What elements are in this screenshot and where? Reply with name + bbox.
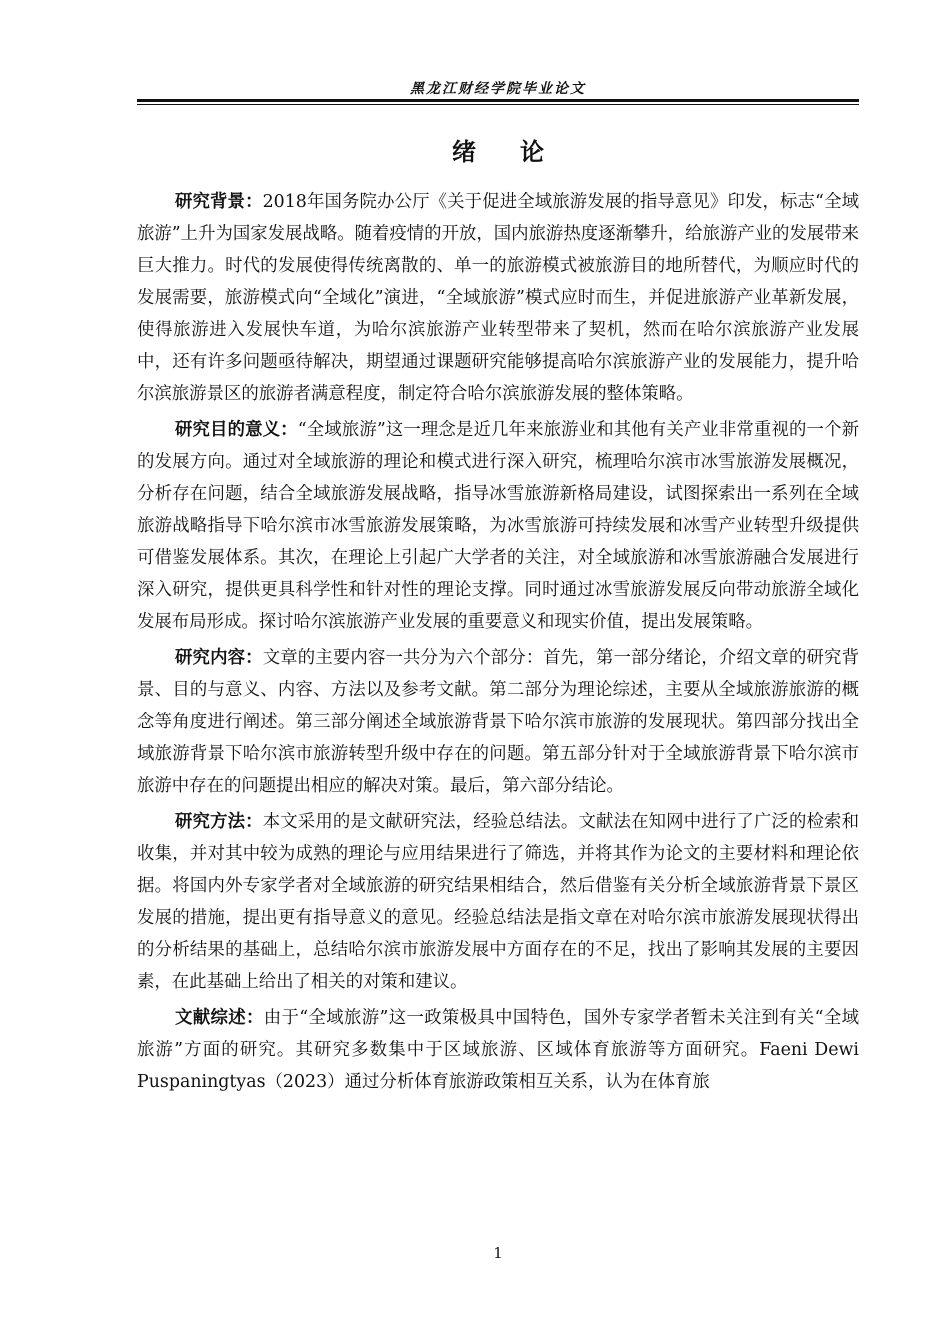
header-rule-thick [137,99,859,102]
paragraph-text: 2018年国务院办公厅《关于促进全域旅游发展的指导意见》印发，标志“全域旅游”上升为国家发展战略。随着疫情的开放，国内旅游热度逐渐攀升，给旅游产业的发展带来巨大推力。时代的发展使得传统离散的、单一的旅游模式被旅游目的地所替代，为顺应时代的发展需要，旅游模式向“全域化”演进，“全域旅游”模式应时而生，并促进旅游产业革新发展，使得旅游进入发展快车道，为哈尔滨旅游产业转型带来了契机，然而在哈尔滨旅游产业发展中，还有许多问题亟待解决，期望通过课题研究能够提高哈尔滨旅游产业的发展能力，提升哈尔滨旅游景区的旅游者满意程度，制定符合哈尔滨旅游发展的整体策略。 [137,192,859,404]
paragraph-literature [137,1002,859,1098]
running-header: 黑龙江财经学院毕业论文 [410,81,586,97]
body-text [137,186,859,1102]
paragraph-lead: 研究内容： [175,648,263,668]
paragraph-text: 由于“全域旅游”这一政策极具中国特色，国外专家学者暂未关注到有关“全域旅游”方面的研究。其研究多数集中于区域旅游、区域体育旅游等方面研究。Faeni Dewi Puspaningtyas（2023）通过分析体育旅游政策相互关系，认为在体育旅 [137,1008,859,1092]
paragraph-text: 文章的主要内容一共分为六个部分：首先，第一部分绪论，介绍文章的研究背景、目的与意义、内容、方法以及参考文献。第二部分为理论综述，主要从全域旅游旅游的概念等角度进行阐述。第三部分阐述全域旅游背景下哈尔滨市旅游的发展现状。第四部分找出全域旅游背景下哈尔滨市旅游转型升级中存在的问题。第五部分针对于全域旅游背景下哈尔滨市旅游中存在的问题提出相应的解决对策。最后，第六部分结论。 [137,648,859,796]
chapter-title: 绪论 [452,138,588,166]
page-number: 1 [493,1244,503,1262]
paragraph-lead: 研究背景： [175,192,263,212]
paragraph-purpose [137,414,859,638]
paragraph-background [137,186,859,410]
paragraph-method [137,806,859,998]
paragraph-text: “全域旅游”这一理念是近几年来旅游业和其他有关产业非常重视的一个新的发展方向。通过对全域旅游的理论和模式进行深入研究，梳理哈尔滨市冰雪旅游发展概况，分析存在问题，结合全域旅游发展战略，指导冰雪旅游新格局建设，试图探索出一系列在全域旅游战略指导下哈尔滨市冰雪旅游发展策略，为冰雪旅游可持续发展和冰雪产业转型升级提供可借鉴发展体系。其次，在理论上引起广大学者的关注，对全域旅游和冰雪旅游融合发展进行深入研究，提供更具科学性和针对性的理论支撑。同时通过冰雪旅游发展反向带动旅游全域化发展布局形成。探讨哈尔滨旅游产业发展的重要意义和现实价值，提出发展策略。 [137,420,859,632]
header-rule-thin [137,104,859,105]
paragraph-content [137,642,859,802]
paragraph-lead: 研究目的意义： [175,420,298,440]
paragraph-text: 本文采用的是文献研究法，经验总结法。文献法在知网中进行了广泛的检索和收集，并对其中较为成熟的理论与应用结果进行了筛选，并将其作为论文的主要材料和理论依据。将国内外专家学者对全域旅游的研究结果相结合，然后借鉴有关分析全域旅游背景下景区发展的措施，提出更有指导意义的意见。经验总结法是指文章在对哈尔滨市旅游发展现状得出的分析结果的基础上，总结哈尔滨市旅游发展中方面存在的不足，找出了影响其发展的主要因素，在此基础上给出了相关的对策和建议。 [137,812,859,992]
paragraph-lead: 文献综述： [175,1008,264,1028]
paragraph-lead: 研究方法： [175,812,263,832]
